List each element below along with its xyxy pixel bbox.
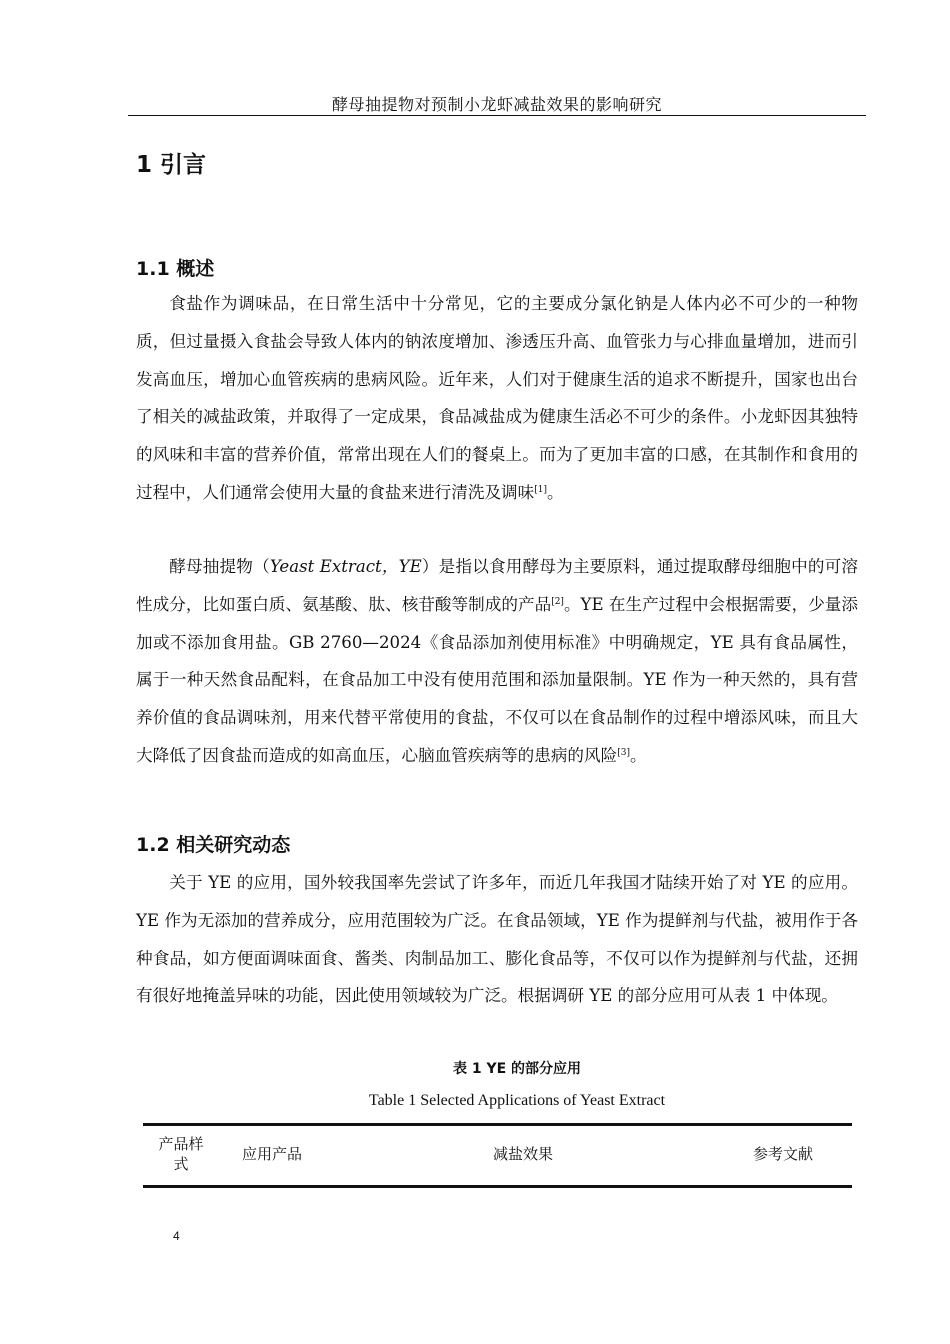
paragraph-end: 。	[547, 482, 564, 502]
paragraph-overview-2	[136, 548, 858, 775]
citation-ref: [3]	[617, 747, 630, 758]
table-top-rule	[143, 1123, 852, 1126]
table-header-product-form: 产品样式	[158, 1135, 204, 1173]
section-heading-1-2: 1.2 相关研究动态	[136, 834, 291, 856]
header-rule	[128, 115, 866, 116]
paragraph-text: 酵母抽提物（	[169, 557, 270, 576]
table-header-application: 应用产品	[242, 1145, 303, 1163]
paragraph-text: ）是指以食用酵母为主要原料，通过提取酵母细胞中的可溶性成分，比如蛋白质、氨基酸、肽、核苷酸等制成的产品	[136, 557, 859, 614]
table-caption-en: Table 1 Selected Applications of Yeast Extract	[368, 1092, 666, 1109]
paragraph-text: 食盐作为调味品，在日常生活中十分常见，它的主要成分氯化钠是人体内必不可少的一种物质，但过量摄入食盐会导致人体内的钠浓度增加、渗透压升高、血管张力与心排血量增加，进而引发高血压，增加心血管疾病的患病风险。近年来，人们对于健康生活的追求不断提升，国家也出台了相关的减盐政策，并取得了一定成果，食品减盐成为健康生活必不可少的条件。小龙虾因其独特的风味和丰富的营养价值，常常出现在人们的餐桌上。而为了更加丰富的口感，在其制作和食用的过程中，人们通常会使用大量的食盐来进行清洗及调味	[136, 294, 858, 502]
chapter-title: 1 引言	[136, 152, 207, 178]
table-header-references: 参考文献	[753, 1145, 814, 1163]
paragraph-text: 。YE 在生产过程中会根据需要，少量添加或不添加食用盐。GB 2760—2024《食品添加剂使用标准》中明确规定，YE 具有食品属性，属于一种天然食品配料，在食品加工中没有使用范围和添加量限制。YE 作为一种天然的，具有营养价值的食品调味剂，用来代替平常使用的食盐，不仅可以在食品制作的过程中增添风味，而且大大降低了因食盐而造成的如高血压，心脑血管疾病等的患病的风险	[136, 594, 859, 765]
paragraph-overview-1	[136, 285, 858, 512]
running-header: 酵母抽提物对预制小龙虾减盐效果的影响研究	[331, 95, 662, 114]
table-header-salt-reduction: 减盐效果	[493, 1145, 554, 1163]
citation-ref: [2]	[551, 596, 564, 607]
section-heading-1-1: 1.1 概述	[136, 258, 215, 280]
paragraph-end: 。	[629, 745, 647, 765]
page-number: 4	[173, 1229, 180, 1243]
table-caption-cn: 表 1 YE 的部分应用	[452, 1061, 582, 1077]
citation-ref: [1]	[534, 484, 547, 495]
table-header-rule	[143, 1185, 852, 1188]
italic-term: Yeast Extract，YE	[269, 557, 422, 576]
paragraph-research: 关于 YE 的应用，国外较我国率先尝试了许多年，而近几年我国才陆续开始了对 YE 的应用。YE 作为无添加的营养成分，应用范围较为广泛。在食品领域，YE 作为提鲜剂与代盐，被用作于各种食品，如方便面调味面食、酱类、肉制品加工、膨化食品等，不仅可以作为提鲜剂与代盐，还拥有很好地掩盖异味的功能，因此使用领域较为广泛。根据调研 YE 的部分应用可从表 1 中体现。	[136, 873, 858, 1006]
